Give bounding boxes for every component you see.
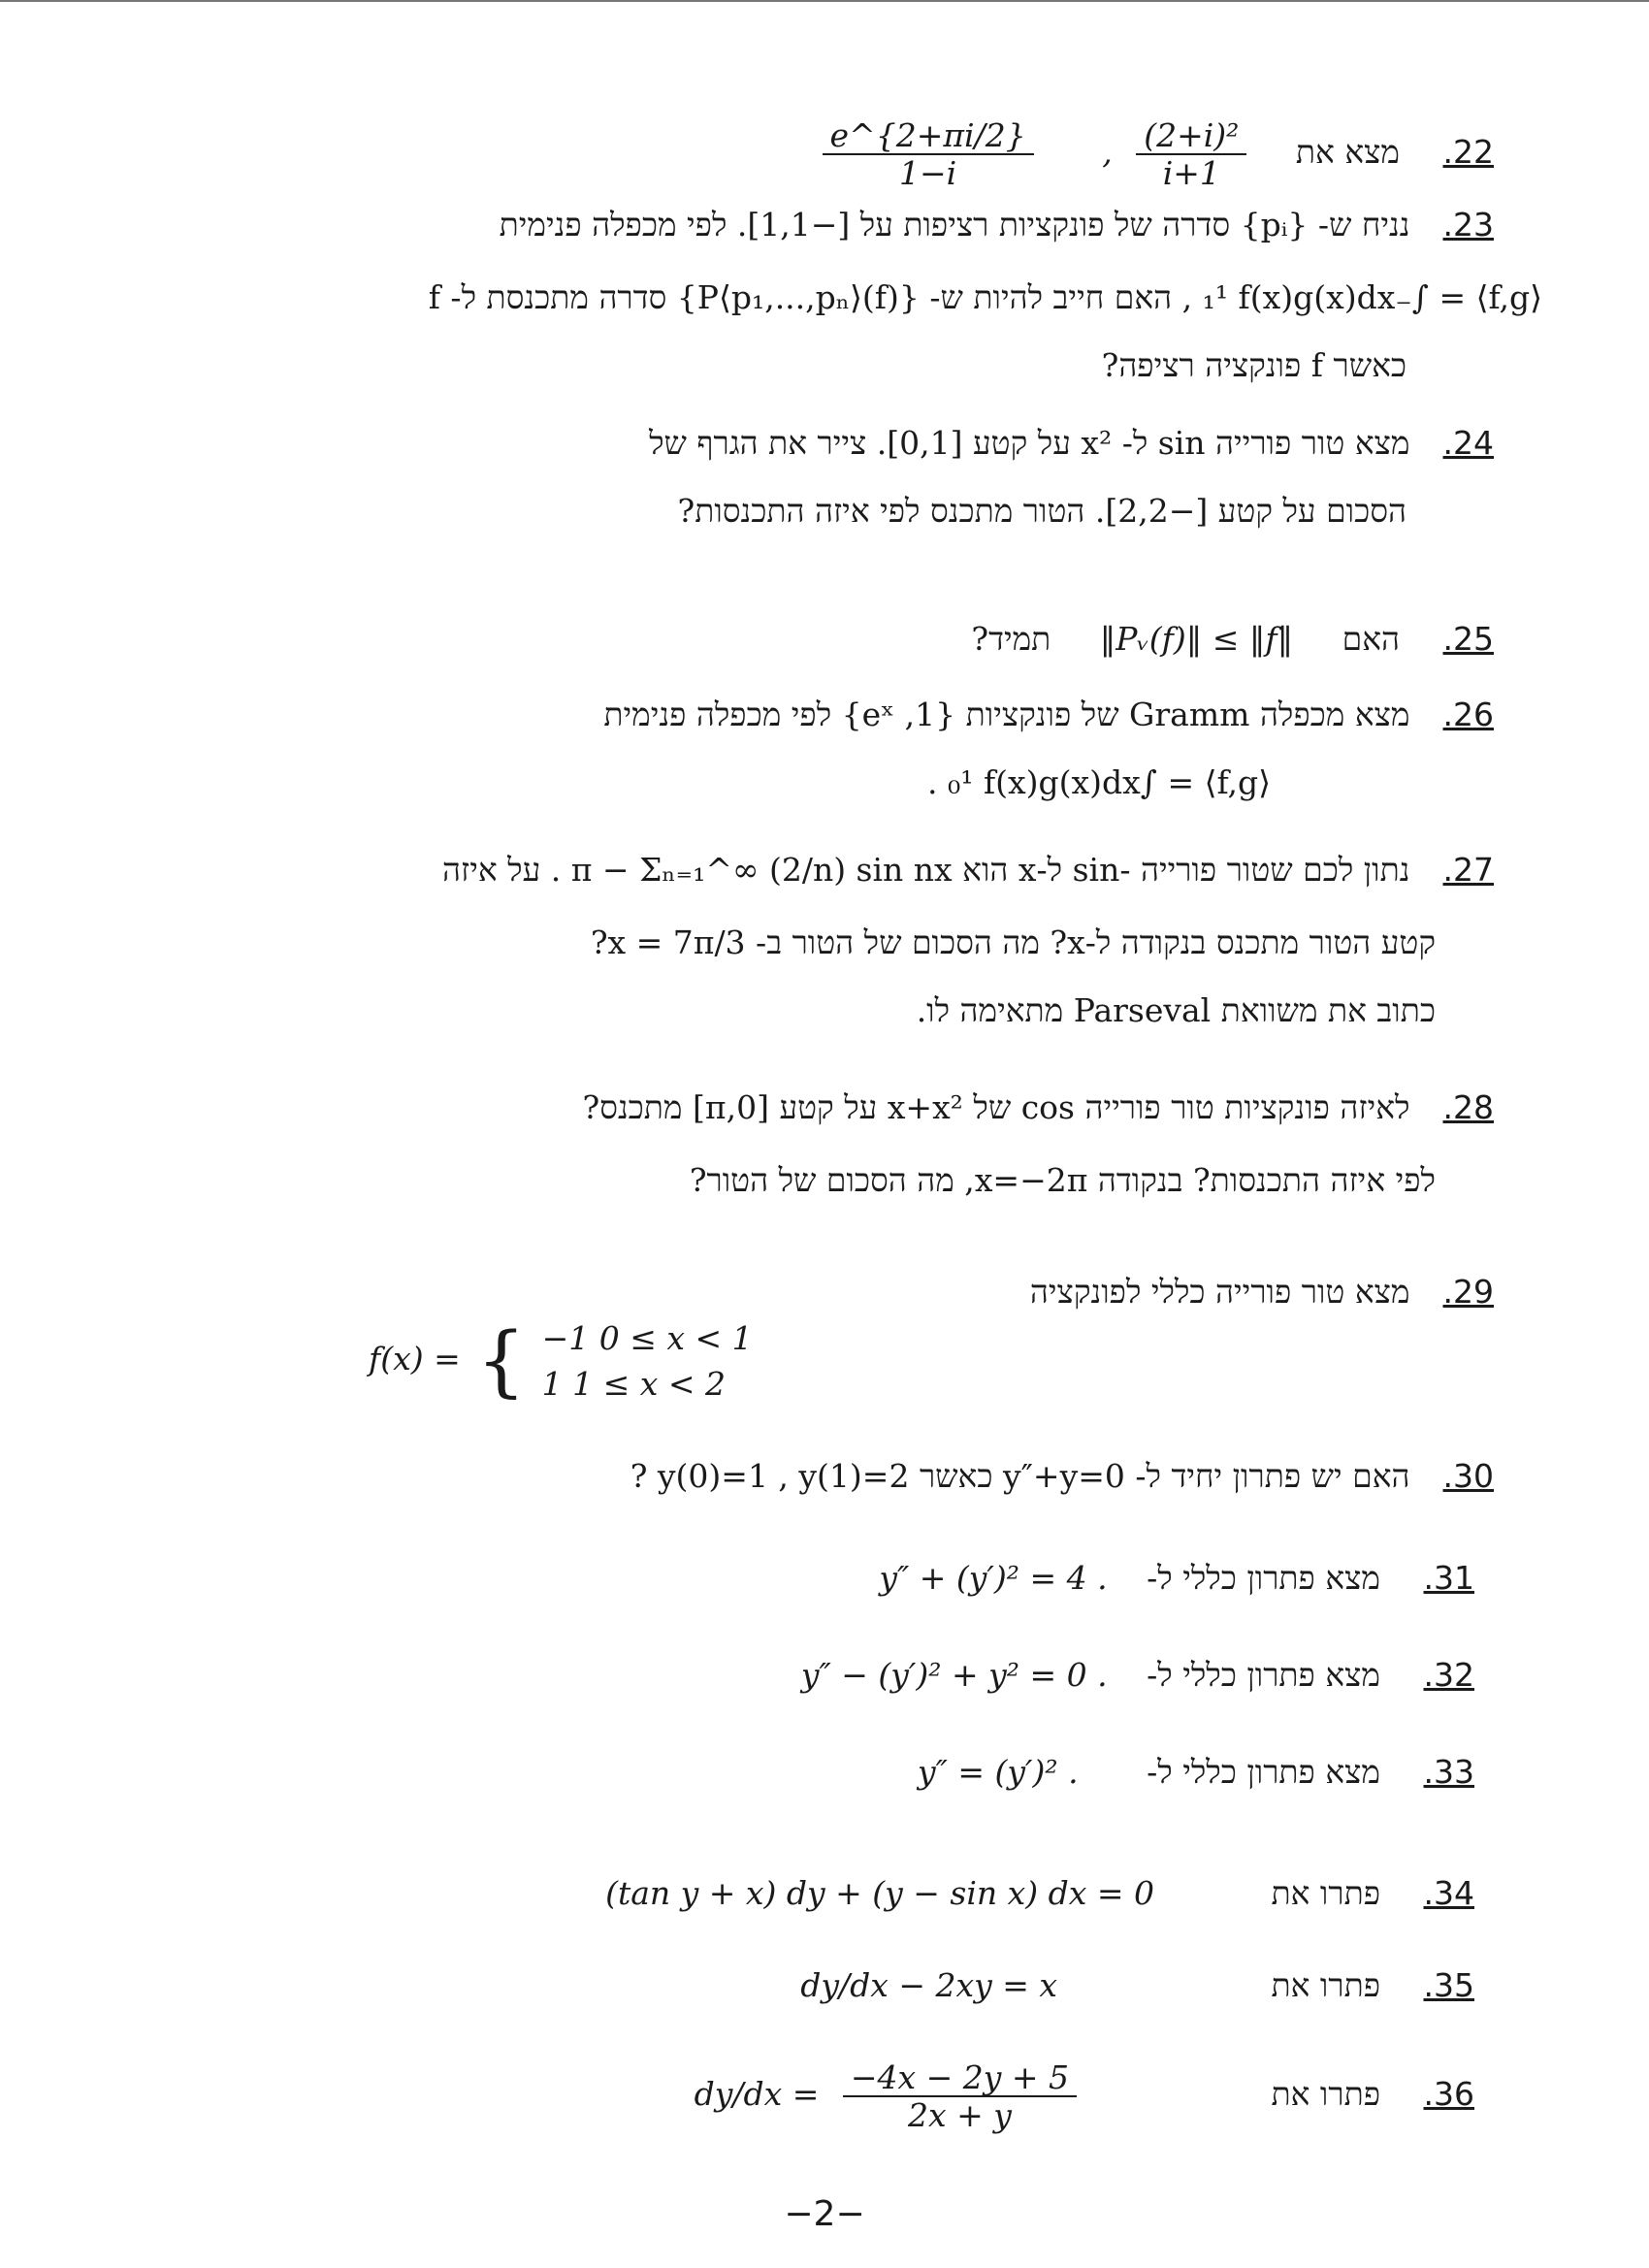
problem-text: מצא מכפלה Gramm של פונקציות {1, eˣ} לפי מכפלה פנימית <box>603 696 1410 733</box>
problem-24 <box>136 424 1494 543</box>
problem-text: לאיזה פונקציות טור פורייה cos של x+x² על קטע [0,π] מתכנס? <box>582 1088 1410 1126</box>
problem-26 <box>136 698 1494 815</box>
problem-30 <box>136 1457 1494 1508</box>
problem-number: 23. <box>1442 206 1494 243</box>
denominator: 1−i <box>899 154 957 192</box>
cases <box>542 1319 753 1403</box>
problem-text: מצא פתרון כללי ל- <box>1147 1559 1380 1597</box>
problem-text: מצא טור פורייה sin ל- x² על קטע [0,1]. צייר את הגרף של <box>649 424 1410 462</box>
problem-text: הסכום על קטע [−2,2]. הטור מתכנס לפי איזה התכנסות? <box>677 492 1406 530</box>
problem-number: 34. <box>1423 1874 1474 1912</box>
case-2: 1 1 ≤ x < 2 <box>541 1365 726 1403</box>
problem-number: 36. <box>1423 2075 1474 2113</box>
equation: dy/dx − 2xy = x <box>800 1966 1057 2004</box>
equation: (tan y + x) dy + (y − sin x) dx = 0 <box>605 1874 1154 1912</box>
problem-text: לפי איזה התכנסות? בנקודה x=−2π, מה הסכום של הטור? <box>689 1161 1436 1199</box>
numerator: e^{2+πi/2} <box>823 119 1034 155</box>
equation: y″ − (y′)² + y² = 0 . <box>800 1656 1108 1694</box>
problem-31 <box>136 1559 1494 1610</box>
scan-edge <box>0 0 1649 2</box>
problem-number: 24. <box>1442 424 1494 462</box>
problem-text: ⟨f,g⟩ = ∫₀¹ f(x)g(x)dx . <box>927 763 1271 801</box>
problem-number: 31. <box>1423 1559 1474 1597</box>
problem-text: פתרו את <box>1271 1966 1380 2004</box>
equation: y″ + (y′)² = 4 . <box>879 1559 1108 1597</box>
problem-number: 25. <box>1442 620 1494 658</box>
problem-33 <box>136 1753 1494 1804</box>
problem-25 <box>136 620 1494 671</box>
problem-text: קטע הטור מתכנס בנקודה ל-x? מה הסכום של הטור ב- x = 7π/3? <box>590 923 1436 961</box>
problem-22 <box>136 92 1494 192</box>
fraction <box>823 116 1034 192</box>
problem-number: 22. <box>1442 133 1494 171</box>
problem-text: האם <box>1342 620 1400 658</box>
function-lhs: f(x) = <box>369 1340 461 1377</box>
problem-36 <box>136 2047 1494 2144</box>
problem-number: 35. <box>1423 1966 1474 2004</box>
problem-text: נניח ש- {pᵢ} סדרה של פונקציות רציפות על [−1,1]. לפי מכפלה פנימית <box>499 206 1410 243</box>
problem-text: נתון לכם שטור פורייה -sin ל-x הוא π − Σₙ₌₁^∞ (2/n) sin nx . על איזה <box>442 851 1410 889</box>
norm-inequality: ‖Pᵥ(f)‖ ≤ ‖f‖ <box>1099 620 1294 658</box>
numerator: −4x − 2y + 5 <box>843 2061 1077 2097</box>
problem-text: כאשר f פונקציה רציפה? <box>1101 346 1406 384</box>
problem-text: תמיד? <box>971 620 1051 658</box>
case-1: −1 0 ≤ x < 1 <box>541 1319 753 1357</box>
problem-number: 33. <box>1423 1753 1474 1791</box>
problem-text: ⟨f,g⟩ = ∫₋₁¹ f(x)g(x)dx , האם חייב להיות ש- {P⟨p₁,...,pₙ⟩(f)} סדרה מתכנסת ל- f <box>428 278 1542 316</box>
comma: , <box>1102 133 1113 171</box>
equation-lhs: dy/dx = <box>694 2075 820 2113</box>
problem-text: מצא טור פורייה כללי לפונקציה <box>1029 1273 1410 1311</box>
problem-text: מצא פתרון כללי ל- <box>1147 1753 1380 1791</box>
numerator: (2+i)² <box>1136 119 1246 155</box>
fraction <box>1136 116 1246 192</box>
problem-text: האם יש פתרון יחיד ל- y″+y=0 כאשר y(0)=1 , y(1)=2 ? <box>630 1457 1410 1495</box>
problem-text: מצא את <box>1295 133 1400 171</box>
problem-text: פתרו את <box>1271 1874 1380 1912</box>
problem-text: פתרו את <box>1271 2075 1380 2113</box>
problem-number: 26. <box>1442 696 1494 733</box>
problem-32 <box>136 1656 1494 1707</box>
problem-text: כתוב את משוואת Parseval מתאימה לו. <box>916 991 1436 1029</box>
problem-text: מצא פתרון כללי ל- <box>1147 1656 1380 1694</box>
problem-29 <box>136 1273 1494 1431</box>
problem-27 <box>136 851 1494 1048</box>
problem-35 <box>136 1966 1494 2018</box>
problem-23 <box>136 206 1542 393</box>
problem-number: 30. <box>1442 1457 1494 1495</box>
problem-number: 27. <box>1442 851 1494 889</box>
problem-34 <box>136 1874 1494 1926</box>
page-number: −2− <box>784 2194 865 2234</box>
problem-28 <box>136 1088 1494 1285</box>
left-brace: { <box>476 1315 527 1406</box>
equation: y″ = (y′)² . <box>917 1753 1079 1791</box>
fraction <box>843 2058 1077 2134</box>
problem-number: 29. <box>1442 1273 1494 1311</box>
denominator: 2x + y <box>907 2096 1012 2134</box>
denominator: i+1 <box>1162 154 1220 192</box>
problem-number: 28. <box>1442 1088 1494 1126</box>
piecewise-function <box>369 1315 753 1406</box>
problem-number: 32. <box>1423 1656 1474 1694</box>
